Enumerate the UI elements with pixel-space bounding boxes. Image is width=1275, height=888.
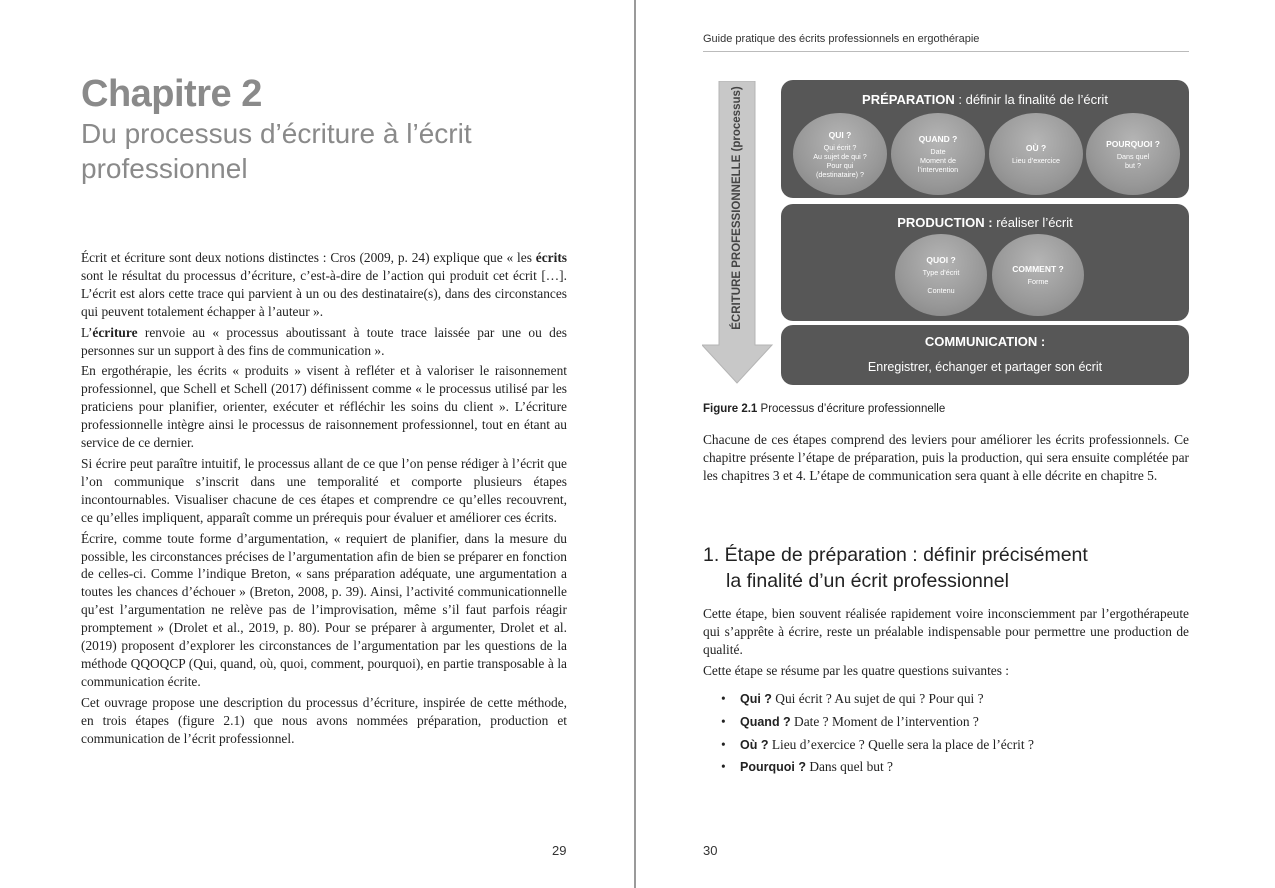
circle-heading: OÙ ?	[1025, 143, 1047, 153]
chapter-number: Chapitre 2	[81, 73, 262, 115]
production-title-rest: réaliser l’écrit	[992, 215, 1073, 230]
list-item-bold: Où ?	[740, 737, 769, 752]
question-list	[721, 688, 1181, 779]
communication-title-bold: COMMUNICATION :	[924, 334, 1046, 349]
paragraph-bold-term: écrits	[535, 250, 567, 265]
right-page	[636, 0, 1275, 888]
list-item	[721, 711, 1181, 734]
circle-body: Lieu d’exercice	[1012, 156, 1060, 165]
list-item	[721, 756, 1181, 779]
paragraph	[81, 324, 567, 360]
figure-caption	[703, 403, 945, 415]
page-number-left: 29	[552, 843, 567, 858]
paragraph-text: renvoie au « processus aboutissant à toute trace laissée par une ou des personnes sur un support à des fins de communication ».	[81, 324, 567, 358]
communication-title	[781, 334, 1189, 349]
left-page	[0, 0, 634, 888]
running-head: Guide pratique des écrits professionnels en ergothérapie	[703, 33, 1189, 52]
circle-ou	[989, 113, 1083, 195]
paragraph: Cette étape, bien souvent réalisée rapidement voire inconsciemment par l’ergothérapeute qui s’apprête à écrire, reste un préalable indispensable pour permettre une production de qualité.	[703, 606, 1189, 657]
section-heading-line2: la finalité d’un écrit professionnel	[726, 570, 1009, 592]
paragraph-text: Écrit et écriture sont deux notions distinctes : Cros (2009, p. 24) explique que « les	[81, 250, 536, 265]
page-number-right: 30	[703, 843, 718, 858]
circle-quoi	[895, 234, 987, 316]
list-item-bold: Qui ?	[740, 692, 772, 706]
circle-heading: QUAND ?	[918, 134, 958, 144]
communication-text: Enregistrer, échanger et partager son écrit	[867, 360, 1103, 374]
list-item-text: Dans quel but ?	[805, 759, 893, 775]
circle-heading: QUOI ?	[926, 255, 956, 265]
process-figure	[702, 78, 1190, 388]
circle-heading: POURQUOI ?	[1106, 138, 1160, 149]
preparation-box	[781, 80, 1189, 198]
circle-quand	[891, 113, 985, 195]
preparation-title-rest: : définir la finalité de l’écrit	[954, 92, 1108, 107]
paragraph-text: sont le résultat du processus d’écriture, c’est-à-dire de l’action qui produit cet écrit […]. L’écrit est alors cette trace qui parvient à un ou des destinataire(s), dans des circonstances qui peuvent totalement échapper à l’auteur ».	[81, 267, 567, 319]
left-body-text	[81, 249, 567, 750]
section-body	[703, 605, 1189, 683]
caption-text: Processus d’écriture professionnelle	[757, 403, 946, 415]
circle-body: Qui écrit ? Au sujet de qui ? Pour qui (destinataire) ?	[813, 142, 867, 179]
intro-paragraph: Chacune de ces étapes comprend des leviers pour améliorer les écrits professionnels. Ce chapitre présente l’étape de préparation, puis la production, qui sera ensuite complétée par les chapitres 3 et 4. L’étape de communication sera quant à elle décrite en chapitre 5.	[703, 432, 1189, 483]
circle-body: Date Moment de l’intervention	[917, 147, 959, 174]
circle-body: Type d’écrit Contenu	[922, 268, 960, 295]
circle-comment	[992, 234, 1084, 316]
section-heading	[703, 542, 1183, 594]
paragraph: Cet ouvrage propose une description du processus d’écriture, inspirée de cette méthode, en trois étapes (figure 2.1) que nous avons nommées préparation, production et communication de l’écrit professionnel.	[81, 694, 567, 746]
list-item-text: Qui écrit ? Au sujet de qui ? Pour qui ?	[771, 691, 984, 706]
section-heading-line1: 1. Étape de préparation : définir précisément	[703, 544, 1088, 566]
paragraph-bold-term: écriture	[92, 324, 138, 340]
paragraph: En ergothérapie, les écrits « produits » visent à refléter et à valoriser le raisonnement professionnel, que Schell et Schell (2017) définissent comme « le processus utilisé par les praticiens pour planifier, orienter, exécuter et réfléchir les soins du client ». L’écriture professionnelle intègre ainsi le processus de raisonnement professionnel, tout en étant au service de ce dernier.	[81, 363, 567, 451]
list-item-text: Lieu d’exercice ? Quelle sera la place de l’écrit ?	[768, 736, 1034, 752]
preparation-title-bold: PRÉPARATION	[862, 92, 955, 107]
list-item-bold: Pourquoi ?	[740, 760, 806, 775]
list-item	[721, 734, 1181, 757]
list-item-text: Date ? Moment de l’intervention ?	[790, 713, 979, 729]
circle-body: Dans quel but ?	[1116, 151, 1150, 170]
communication-box	[781, 325, 1189, 385]
production-title	[781, 215, 1189, 230]
circle-body: Forme	[1027, 277, 1049, 286]
arrow-label-text: ÉCRITURE PROFESSIONNELLE (processus)	[731, 86, 743, 330]
chapter-title: Du processus d’écriture à l’écrit professionnel	[81, 118, 472, 184]
paragraph-text: L’	[81, 324, 93, 340]
paragraph	[81, 249, 567, 321]
paragraph: Cette étape se résume par les quatre questions suivantes :	[703, 662, 1010, 678]
circle-heading: QUI ?	[828, 129, 852, 140]
list-item-bold: Quand ?	[740, 714, 791, 729]
production-title-bold: PRODUCTION :	[897, 215, 993, 230]
production-box	[781, 204, 1189, 321]
circle-qui	[793, 113, 887, 195]
paragraph: Si écrire peut paraître intuitif, le processus allant de ce que l’on pense rédiger à l’écrit que l’on communique s’inscrit dans une temporalité et comporte plusieurs étapes incontournables. Visualiser chacune de ces étapes et comprendre ce qu’elles recouvrent, ce qu’elles impliquent, apparaît comme un prérequis pour évaluer et améliorer ces écrits.	[81, 455, 567, 525]
paragraph: Écrire, comme toute forme d’argumentation, « requiert de planifier, dans la mesure du possible, les circonstances précises de l’argumentation afin de bien se préparer en fonction de celles-ci. Comme l’indique Breton, « sans préparation adéquate, une argumentation a toutes les chances d’échouer » (Breton, 2008, p. 39). Ainsi, l’activité communicationnelle qu’est l’argumentation ne relève pas de l’improvisation, même s’il faut parfois réagir promptement » (Drolet et al., 2019, p. 80). Pour se préparer à argumenter, Drolet et al. (2019) proposent d’explorer les circonstances de l’argumentation par les questions de la méthode QQOQCP (Qui, quand, où, quoi, comment, pourquoi), en partie transposable à la communication écrite.	[81, 530, 567, 689]
caption-label: Figure 2.1	[703, 403, 758, 415]
list-item	[721, 688, 1181, 711]
preparation-title	[781, 92, 1189, 107]
circle-heading: COMMENT ?	[1012, 264, 1064, 274]
circle-pourquoi	[1086, 113, 1180, 195]
